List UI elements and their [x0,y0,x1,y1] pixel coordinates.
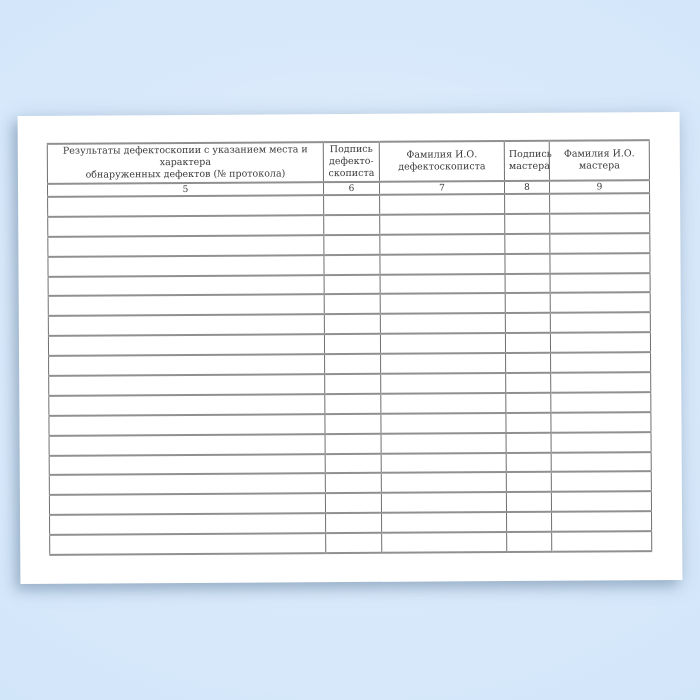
column-header-master-signature: Подпись мастера [504,141,549,181]
table-cell [325,433,381,453]
defectoscopy-journal-table [47,139,653,556]
table-cell [380,214,505,235]
column-header-defectoscopist-name: Фамилия И.О. дефектоскописта [379,141,504,182]
table-cell [506,472,551,492]
column-number-6: 6 [323,182,379,195]
table-cell [550,213,650,234]
table-cell [49,374,325,396]
column-number-8: 8 [504,181,549,194]
table-cell [505,234,550,254]
table-cell [48,215,324,237]
table-cell [381,373,506,394]
table-cell [325,374,381,394]
table-cell [505,313,550,333]
table-cell [505,273,550,293]
table-cell [552,531,652,552]
table-cell [381,393,506,414]
table-cell [324,274,380,294]
table-cell [50,533,326,555]
table-cell [324,314,380,334]
table-cell [505,214,550,234]
table-cell [551,352,651,373]
table-cell [550,332,650,353]
table-cell [381,413,506,434]
table-cell [324,294,380,314]
column-header-defectoscopist-signature: Подпись дефекто- скописта [323,142,379,182]
table-cell [382,512,507,533]
table-body [48,193,652,555]
table-cell [381,492,506,513]
table-cell [48,195,324,217]
table-cell [552,511,652,532]
table-cell [324,254,380,274]
table-cell [49,494,325,516]
table-cell [48,235,324,257]
table-cell [49,474,325,496]
table-cell [381,473,506,494]
table-row [50,531,652,555]
table-cell [506,393,551,413]
table-cell [326,533,382,553]
paper-sheet [18,112,683,584]
table-cell [326,513,382,533]
table-cell [506,373,551,393]
table-cell [49,454,325,476]
table-cell [324,235,380,255]
table-cell [50,513,326,535]
table-cell [49,354,325,376]
table-cell [551,472,651,493]
table-cell [551,432,651,453]
table-cell [380,333,505,354]
table-cell [48,275,324,297]
table-cell [325,493,381,513]
column-number-9: 9 [549,180,649,194]
table-cell [49,394,325,416]
table-cell [381,433,506,454]
table-cell [550,313,650,334]
table-cell [380,254,505,275]
table-cell [380,313,505,334]
table-cell [380,194,505,215]
table-cell [506,452,551,472]
table-cell [325,394,381,414]
table-cell [48,295,324,317]
table-cell [380,294,505,315]
table-cell [381,453,506,474]
table-cell [506,492,551,512]
table-cell [325,473,381,493]
table-cell [551,372,651,393]
column-header-results: Результаты дефектоскопии с указанием места и характера обнаруженных дефектов (№ протокола) [47,142,323,184]
table-cell [550,253,650,274]
table-cell [324,195,380,215]
table-cell [48,315,324,337]
table-cell [551,392,651,413]
table-cell [48,255,324,277]
table-cell [380,274,505,295]
column-number-5: 5 [47,182,323,197]
table-header-row [47,140,649,184]
table-cell [381,353,506,374]
table-cell [380,234,505,255]
table-header [47,140,649,197]
table-cell [48,334,324,356]
table-cell [551,452,651,473]
table-cell [324,215,380,235]
table-cell [49,434,325,456]
table-cell [506,413,551,433]
table-cell [551,492,651,513]
table-cell [550,293,650,314]
table-cell [507,532,552,552]
table-cell [325,414,381,434]
table-cell [324,334,380,354]
table-cell [551,412,651,433]
table-cell [507,512,552,532]
table-cell [505,293,550,313]
table-cell [550,233,650,254]
table-cell [506,353,551,373]
table-cell [382,532,507,553]
column-header-master-name: Фамилия И.О. мастера [549,140,649,181]
table-cell [49,414,325,436]
table-cell [325,354,381,374]
table-cell [506,432,551,452]
table-cell [505,194,550,214]
table-cell [505,253,550,273]
table-cell [550,273,650,294]
table-cell [325,453,381,473]
column-number-7: 7 [379,181,504,195]
table-cell [550,193,650,214]
table-cell [505,333,550,353]
